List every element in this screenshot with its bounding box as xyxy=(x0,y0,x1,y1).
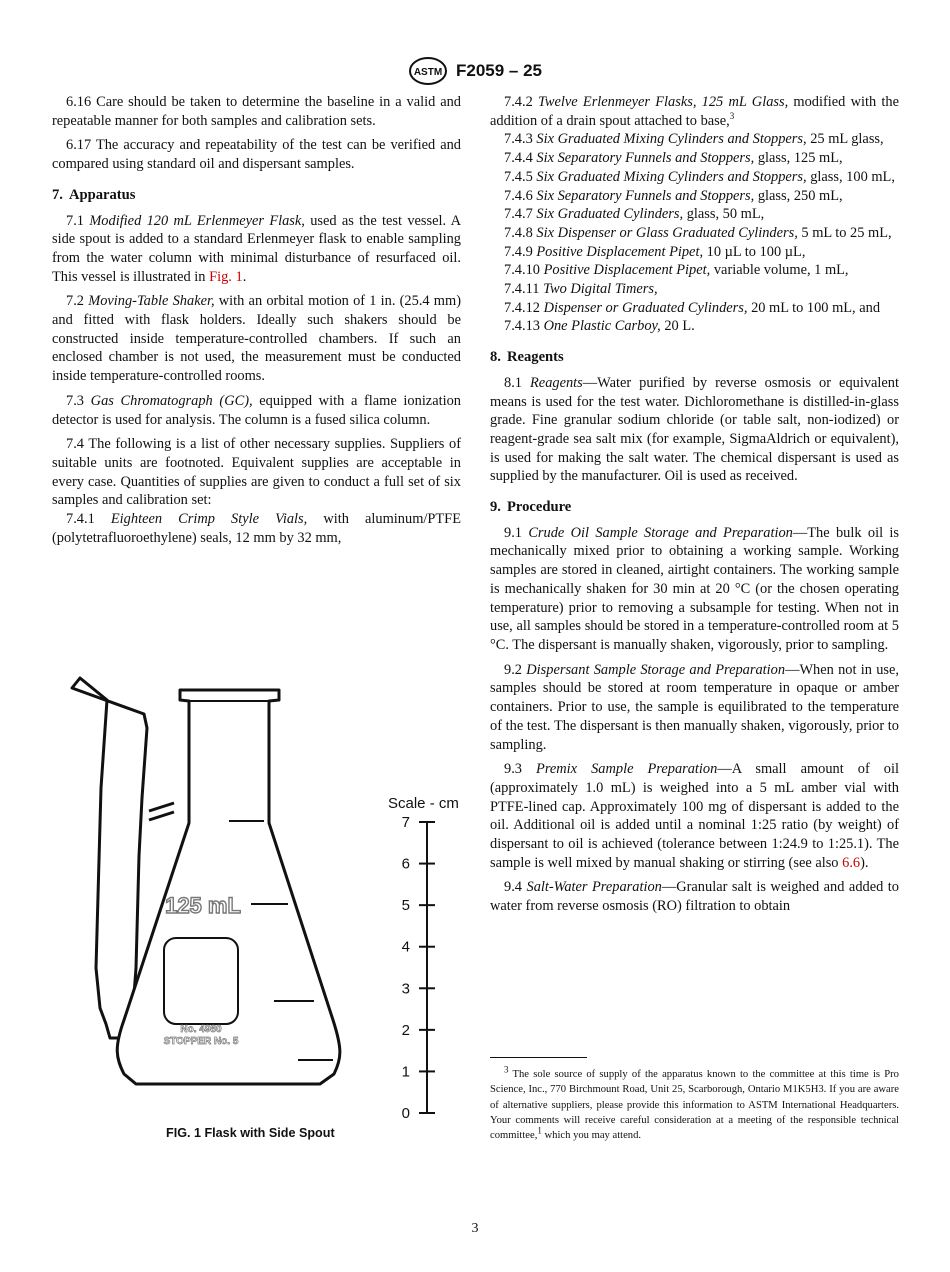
page-number: 3 xyxy=(471,1221,479,1236)
supply-list-item: 7.4.10 Positive Displacement Pipet, variable volume, 1 mL, xyxy=(504,262,849,279)
paragraph-7-3: 7.3 Gas Chromatograph (GC), equipped with a flame ionization detector is used for analysis. The column is a fused silica column. xyxy=(52,392,461,428)
supply-list-item: 7.4.3 Six Graduated Mixing Cylinders and Stoppers, 25 mL glass, xyxy=(504,131,884,148)
footnote-rule xyxy=(490,1057,587,1058)
flask-figure xyxy=(52,668,472,1148)
paragraph-7-2: 7.2 Moving-Table Shaker, with an orbital motion of 1 in. (25.4 mm) and fitted with flask holders. Ideally such shakers should be constructed inside temperature-controlled chambers. If such an enclosed chamber is not used, the measurement must be conducted inside temperature-controlled rooms. xyxy=(52,293,461,385)
scale-label: Scale - cm xyxy=(388,795,459,812)
supply-list-item: 7.4.5 Six Graduated Mixing Cylinders and Stoppers, glass, 100 mL, xyxy=(504,168,895,185)
right-column xyxy=(490,93,899,922)
scale-tick-label: 5 xyxy=(401,897,410,915)
paragraph-9-2: 9.2 Dispersant Sample Storage and Preparation—When not in use, samples should be stored at room temperature in opaque or amber containers. Prior to use, the sample is equilibrated to the temperature of the test. The dispersant is then manually shaken, vigorously, prior to sampling. xyxy=(490,661,899,753)
figure-caption: FIG. 1 Flask with Side Spout xyxy=(166,1126,335,1140)
supply-list-item: 7.4.8 Six Dispenser or Glass Graduated Cylinders, 5 mL to 25 mL, xyxy=(504,224,892,241)
paragraph-6-16: 6.16 Care should be taken to determine the baseline in a valid and repeatable manner for both samples and calibration sets. xyxy=(52,94,461,129)
scale-tick-label: 0 xyxy=(401,1105,410,1122)
paragraph-9-1: 9.1 Crude Oil Sample Storage and Preparation—The bulk oil is mechanically mixed prior to obtaining a working sample. Working samples are stored in cleaned, airtight containers. The working sample is mechanically shaken for 30 min at 20 °C (or the chosen operating temperature) prior to removing a subsample for testing. When not in use, all samples should be stored in a temperature-controlled room at 5 °C. The dispersant is manually shaken, vigorously, prior to sampling. xyxy=(490,524,899,653)
supply-list-item: 7.4.2 Twelve Erlenmeyer Flasks, 125 mL Glass, modified with the addition of a drain spout attached to base,$^3$ xyxy=(490,94,899,129)
flask-diagram xyxy=(52,668,472,1128)
supply-list xyxy=(490,93,899,336)
label-panel xyxy=(164,938,238,1024)
stamp-line-2: STOPPER No. 5 xyxy=(163,1036,239,1047)
supply-list-item: 7.4.4 Six Separatory Funnels and Stoppers, glass, 125 mL, xyxy=(504,150,843,167)
document-code: F2059 – 25 xyxy=(455,61,542,80)
paragraph-7-4: 7.4 The following is a list of other necessary supplies. Suppliers of suitable units are footnoted. Equivalent supplies are acceptable in every case. Quantities of supplies are given to conduct a full set of six samples and calibration set: xyxy=(52,436,461,509)
paragraph-6-17: 6.17 The accuracy and repeatability of the test can be verified and compared using standard oil and dispersant samples. xyxy=(52,137,461,173)
paragraph-9-3: 9.3 Premix Sample Preparation—A small amount of oil (approximately 1.0 mL) is weighed into a 5 mL amber vial with PTFE-lined cap. Approximately 100 mg of dispersant is added to the oil. Additional oil is added until a nominal 1:25 ratio (by weight) of dispersant to oil is achieved (tolerance between 1:24.9 to 1:25.1). The sample is well mixed by manual shaking or stirring (see also 6.6). xyxy=(490,761,899,871)
scale-ticks xyxy=(402,814,435,1122)
volume-label: 125 mL xyxy=(165,893,241,918)
page-header xyxy=(0,56,950,86)
section-6-6-link[interactable]: 6.6 xyxy=(842,854,861,871)
supply-list-item: 7.4.9 Positive Displacement Pipet, 10 µL to 100 µL, xyxy=(504,243,806,260)
section-9-heading: 9. Procedure xyxy=(490,499,572,516)
flask-body-icon xyxy=(117,690,340,1084)
supply-list-item: 7.4.7 Six Graduated Cylinders, glass, 50 mL, xyxy=(504,206,765,223)
paragraph-7-4-1: 7.4.1 Eighteen Crimp Style Vials, with aluminum/PTFE (polytetrafluoroethylene) seals, 12 mm by 32 mm, xyxy=(52,511,461,546)
paragraph-7-1: 7.1 Modified 120 mL Erlenmeyer Flask, used as the test vessel. A side spout is added to a standard Erlenmeyer flask to enable sampling from the water column with minimal disturbance of resurfaced oil. This vessel is illustrated in Fig. 1. xyxy=(52,212,461,285)
footnote-3: $^3$ The sole source of supply of the apparatus known to the committee at this time is Pro Science, Inc., 770 Birchmount Road, Unit 25, Scarborough, Ontario M1K5H3. If you are aware of alternative suppliers, please provide this information to ASTM International Headquarters. Your comments will receive careful consideration at a meeting of the responsible technical committee,$^1$ which you may attend. xyxy=(490,1064,899,1142)
scale-tick-label: 2 xyxy=(401,1021,410,1039)
section-8-heading: 8. Reagents xyxy=(490,349,564,366)
stamp-line-1: No. 4980 xyxy=(180,1024,222,1035)
left-column xyxy=(52,93,461,547)
scale-tick-label: 1 xyxy=(401,1063,410,1081)
supply-list-item: 7.4.6 Six Separatory Funnels and Stoppers, glass, 250 mL, xyxy=(504,187,843,204)
svg-text:ASTM: ASTM xyxy=(413,67,443,78)
scale-tick-label: 3 xyxy=(401,980,410,998)
supply-list-item: 7.4.11 Two Digital Timers, xyxy=(504,281,658,298)
paragraph-9-4: 9.4 Salt-Water Preparation—Granular salt is weighed and added to water from reverse osmosis (RO) filtration to obtain xyxy=(490,879,899,915)
supply-list-item: 7.4.13 One Plastic Carboy, 20 L. xyxy=(504,318,695,335)
section-7-heading: 7. Apparatus xyxy=(52,186,136,203)
scale-tick-label: 4 xyxy=(401,938,410,956)
paragraph-8-1: 8.1 Reagents—Water purified by reverse osmosis or equivalent means is used for the test water. Dichloromethane is distilled-in-glass grade. Fine granular sodium chloride (or table salt, non-iodized) or reagent-grade sea salt mix (for example, SigmaAldrich or equivalent), is used for making the salt water. The chemical dispersant is used as supplied by the manufacturer. Oil is used as received. xyxy=(490,374,899,485)
supply-list-item: 7.4.12 Dispenser or Graduated Cylinders, 20 mL to 100 mL, and xyxy=(504,299,881,316)
scale-tick-label: 6 xyxy=(401,855,410,873)
astm-logo-icon xyxy=(408,56,448,86)
fig-1-link[interactable]: Fig. 1 xyxy=(209,268,243,285)
scale-tick-label: 7 xyxy=(401,814,410,831)
